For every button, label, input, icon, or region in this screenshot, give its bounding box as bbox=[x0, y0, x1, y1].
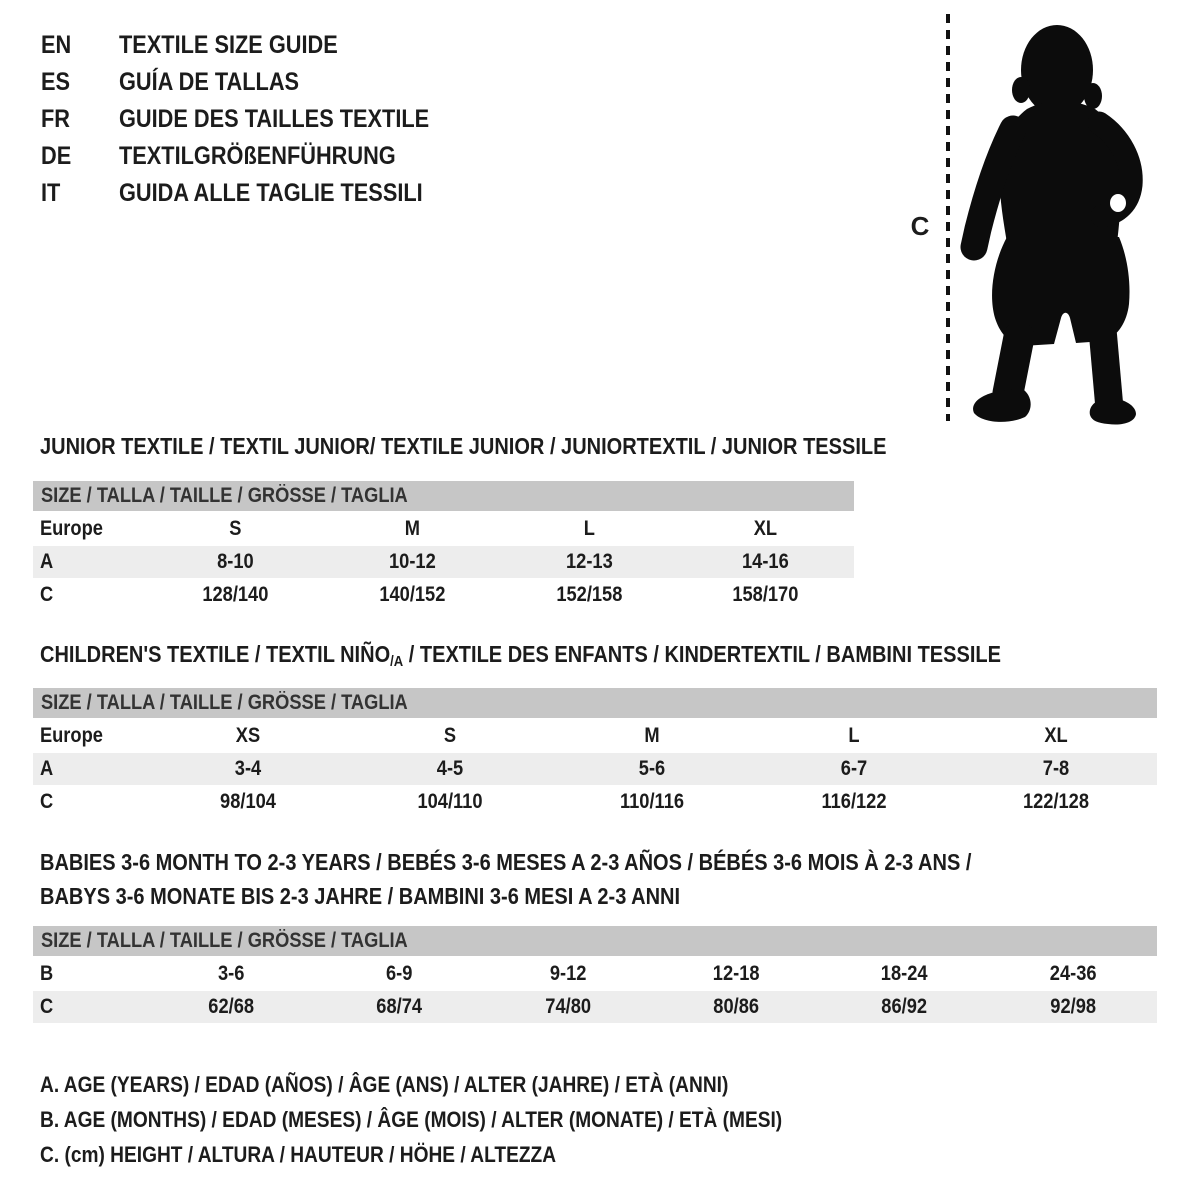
children-heading-prefix: CHILDREN'S TEXTILE / TEXTIL NIÑO bbox=[40, 641, 391, 667]
babies-heading-line2: BABYS 3-6 MONATE BIS 2-3 JAHRE / BAMBINI 3-6 MESI A 2-3 ANNI bbox=[40, 883, 681, 909]
cell-value: 14-16 bbox=[742, 550, 789, 573]
children-heading-suffix: / TEXTILE DES ENFANTS / KINDERTEXTIL / BAMBINI TESSILE bbox=[403, 641, 1001, 667]
cell-value: 116/122 bbox=[821, 790, 887, 813]
cell-value: M bbox=[644, 724, 660, 747]
junior-size-table bbox=[33, 481, 854, 611]
cell-value: 12-13 bbox=[565, 550, 613, 573]
children-size-table bbox=[33, 688, 1157, 818]
cell-value: 3-4 bbox=[234, 757, 262, 780]
cell-value: 122/128 bbox=[1022, 790, 1090, 813]
cell-value: 140/152 bbox=[379, 583, 446, 606]
row-label: C bbox=[39, 790, 54, 813]
cell-value: 104/110 bbox=[417, 790, 483, 813]
cell-value: XL bbox=[1044, 724, 1068, 747]
legend-text-a: A. AGE (YEARS) / EDAD (AÑOS) / ÂGE (ANS) / ALTER (JAHRE) / ETÀ (ANNI) bbox=[40, 1072, 729, 1097]
table-row bbox=[33, 579, 854, 611]
guide-title-en: TEXTILE SIZE GUIDE bbox=[119, 31, 338, 59]
babies-heading-line1: BABIES 3-6 MONTH TO 2-3 YEARS / BEBÉS 3-6 MESES A 2-3 AÑOS / BÉBÉS 3-6 MOIS À 2-3 ANS / bbox=[40, 849, 972, 875]
cell-value: 8-10 bbox=[217, 550, 254, 573]
cell-value: 86/92 bbox=[881, 995, 928, 1018]
cell-value: 3-6 bbox=[217, 962, 245, 985]
cell-value: L bbox=[848, 724, 860, 747]
cell-value: 24-36 bbox=[1049, 962, 1097, 985]
cell-value: 128/140 bbox=[202, 583, 269, 606]
cell-value: M bbox=[404, 517, 420, 540]
cell-value: 80/86 bbox=[713, 995, 760, 1018]
table-row bbox=[33, 958, 1157, 990]
row-label: C bbox=[39, 583, 54, 606]
cell-value: 152/158 bbox=[555, 583, 622, 606]
cell-value: L bbox=[583, 517, 595, 540]
language-code: FR bbox=[41, 105, 70, 133]
legend-line-b bbox=[40, 1102, 893, 1137]
row-label: Europe bbox=[39, 517, 103, 540]
language-title-list bbox=[41, 27, 476, 212]
height-dashed-line bbox=[946, 14, 950, 421]
table-row bbox=[33, 786, 1157, 818]
cell-value: 6-9 bbox=[386, 962, 413, 985]
babies-size-header-bar bbox=[33, 926, 1157, 956]
language-row-es bbox=[41, 64, 476, 101]
legend-text-c: C. (cm) HEIGHT / ALTURA / HAUTEUR / HÖHE / ALTEZZA bbox=[40, 1142, 557, 1167]
guide-title-fr: GUIDE DES TAILLES TEXTILE bbox=[119, 105, 430, 133]
cell-value: 9-12 bbox=[549, 962, 587, 985]
cell-value: 10-12 bbox=[388, 550, 436, 573]
table-row bbox=[33, 991, 1157, 1023]
language-row-it bbox=[41, 175, 476, 212]
size-header-text: SIZE / TALLA / TAILLE / GRÖSSE / TAGLIA bbox=[41, 929, 408, 952]
children-section-heading bbox=[40, 641, 1145, 675]
legend-text-b: B. AGE (MONTHS) / EDAD (MESES) / ÂGE (MOIS) / ALTER (MONATE) / ETÀ (MESI) bbox=[40, 1107, 783, 1132]
cell-value: 18-24 bbox=[881, 962, 928, 985]
cell-value: 62/68 bbox=[208, 995, 255, 1018]
language-row-en bbox=[41, 27, 476, 64]
language-row-fr bbox=[41, 101, 476, 138]
cell-value: 7-8 bbox=[1042, 757, 1070, 780]
cell-value: S bbox=[229, 517, 242, 540]
cell-value: 158/170 bbox=[732, 583, 799, 606]
guide-title-it: GUIDA ALLE TAGLIE TESSILI bbox=[119, 179, 423, 207]
children-heading-subscript: /A bbox=[390, 653, 404, 670]
language-row-de bbox=[41, 138, 476, 175]
row-label: Europe bbox=[39, 724, 103, 747]
junior-heading-text: JUNIOR TEXTILE / TEXTIL JUNIOR/ TEXTILE JUNIOR / JUNIORTEXTIL / JUNIOR TESSILE bbox=[40, 433, 887, 459]
children-size-header-bar bbox=[33, 688, 1157, 718]
cell-value: 6-7 bbox=[840, 757, 868, 780]
legend-line-c bbox=[40, 1137, 893, 1172]
cell-value: 12-18 bbox=[712, 962, 760, 985]
cell-value: 92/98 bbox=[1049, 995, 1096, 1018]
children-heading-text bbox=[40, 641, 1001, 675]
babies-section-heading bbox=[40, 845, 1111, 913]
table-row bbox=[33, 546, 854, 578]
language-code: IT bbox=[41, 179, 61, 207]
cell-value: S bbox=[443, 724, 457, 747]
junior-size-header-bar bbox=[33, 481, 854, 511]
row-label: A bbox=[39, 550, 54, 573]
measurement-legend bbox=[40, 1067, 893, 1172]
cell-value: 98/104 bbox=[220, 790, 276, 813]
table-row bbox=[33, 720, 1157, 752]
baby-silhouette-icon bbox=[957, 13, 1162, 426]
language-code: EN bbox=[41, 31, 72, 59]
junior-section-heading bbox=[40, 433, 1013, 460]
guide-title-es: GUÍA DE TALLAS bbox=[119, 68, 300, 96]
size-header-text: SIZE / TALLA / TAILLE / GRÖSSE / TAGLIA bbox=[41, 484, 408, 507]
cell-value: 110/116 bbox=[619, 790, 685, 813]
legend-line-a bbox=[40, 1067, 893, 1102]
table-row bbox=[33, 513, 854, 545]
cell-value: XS bbox=[235, 724, 261, 747]
babies-size-table bbox=[33, 926, 1157, 1023]
cell-value: XL bbox=[753, 517, 778, 540]
size-header-text: SIZE / TALLA / TAILLE / GRÖSSE / TAGLIA bbox=[41, 691, 408, 714]
row-label: B bbox=[39, 962, 54, 985]
table-row bbox=[33, 753, 1157, 785]
row-label: C bbox=[39, 995, 54, 1018]
cell-value: 5-6 bbox=[638, 757, 666, 780]
height-measure-label: C bbox=[910, 211, 930, 241]
row-label: A bbox=[39, 757, 54, 780]
language-code: DE bbox=[41, 142, 72, 170]
cell-value: 68/74 bbox=[376, 995, 423, 1018]
guide-title-de: TEXTILGRÖßENFÜHRUNG bbox=[119, 142, 396, 170]
language-code: ES bbox=[41, 68, 71, 96]
cell-value: 4-5 bbox=[436, 757, 464, 780]
cell-value: 74/80 bbox=[544, 995, 591, 1018]
